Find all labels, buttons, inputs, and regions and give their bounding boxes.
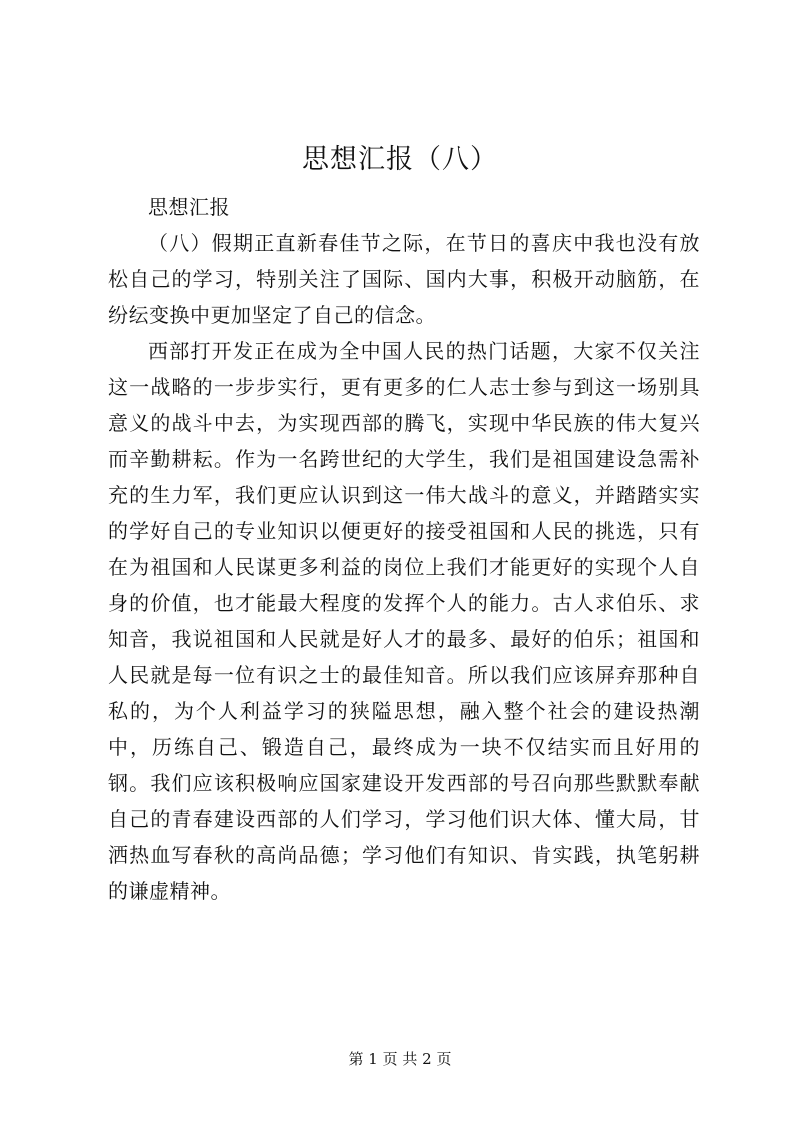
paragraph-main: 西部打开发正在成为全中国人民的热门话题，大家不仅关注这一战略的一步步实行，更有更多的仁人志士参与到这一场别具意义的战斗中去，为实现西部的腾飞，实现中华民族的伟大复兴而辛勤耕耘。作为一名跨世纪的大学生，我们是祖国建设急需补充的生力军，我们更应认识到这一伟大战斗的意义，并踏踏实实的学好自己的专业知识以便更好的接受祖国和人民的挑选，只有在为祖国和人民谋更多利益的岗位上我们才能更好的实现个人自身的价值，也才能最大程度的发挥个人的能力。古人求伯乐、求知音，我说祖国和人民就是好人才的最多、最好的伯乐；祖国和人民就是每一位有识之士的最佳知音。所以我们应该屏弃那种自私的，为个人利益学习的狭隘思想，融入整个社会的建设热潮中，历练自己、锻造自己，最终成为一块不仅结实而且好用的钢。我们应该积极响应国家建设开发西部的号召向那些默默奉献自己的青春建设西部的人们学习，学习他们识大体、懂大局，甘洒热血写春秋的高尚品德；学习他们有知识、肯实践，执笔躬耕的谦虚精神。 [108, 339, 700, 903]
document-title: 思想汇报（八） [302, 144, 498, 175]
document-body [108, 189, 700, 909]
paragraph-intro: （八）假期正直新春佳节之际，在节日的喜庆中我也没有放松自己的学习，特别关注了国际、国内大事，积极开动脑筋，在纷纭变换中更加坚定了自己的信念。 [108, 231, 700, 327]
page-footer: 第 1 页 共 2 页 [348, 1050, 452, 1068]
paragraph-heading: 思想汇报 [148, 195, 230, 219]
